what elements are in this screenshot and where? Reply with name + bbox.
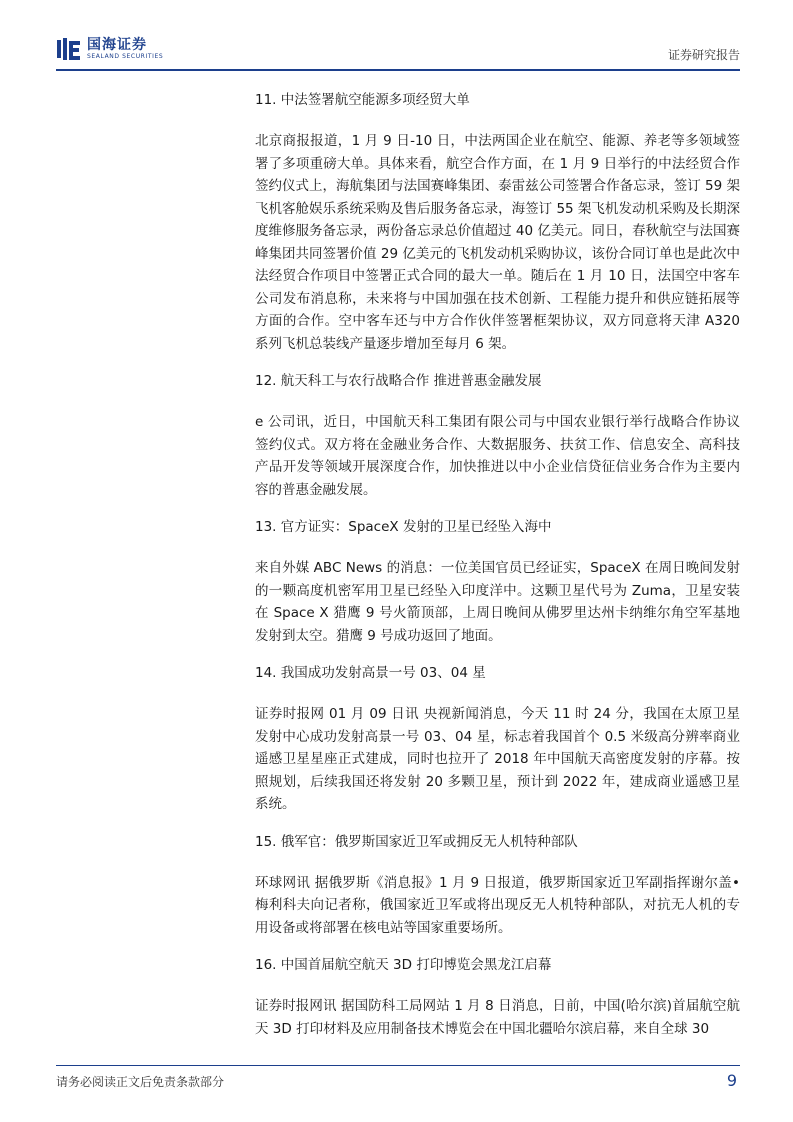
section-heading: 15. 俄军官：俄罗斯国家近卫军或拥反无人机特种部队: [255, 833, 578, 850]
section-body: 北京商报报道，1 月 9 日-10 日，中法两国企业在航空、能源、养老等多领域签署了多项重磅大单。具体来看，航空合作方面，在 1 月 9 日举行的中法经贸合作签约仪式上，海航集团与法国赛峰集团、泰雷兹公司签署合作备忘录，签订 59 架飞机客舱娱乐系统采购及售后服务备忘录，海签订 55 架飞机发动机采购及长期深度维修服务备忘录，两份备忘录总价值超过 40 亿美元。同日，春秋航空与法国赛峰集团共同签署价值 29 亿美元的飞机发动机采购协议，该份合同订单也是此次中法经贸合作项目中签署正式合同的最大一单。随后在 1 月 10 日，法国空中客车公司发布消息称，未来将与中国加强在技术创新、工程能力提升和供应链拓展等方面的合作。空中客车还与中方合作伙伴签署框架协议，双方同意将天津 A320 系列飞机总装线产量逐步增加至每月 6 架。: [255, 133, 740, 352]
section-body: 来自外媒 ABC News 的消息：一位美国官员已经证实，SpaceX 在周日晚间发射的一颗高度机密军用卫星已经坠入印度洋中。这颗卫星代号为 Zuma，卫星安装在 Space X 猎鹰 9 号火箭顶部，上周日晚间从佛罗里达州卡纳维尔角空军基地发射到太空。猎鹰 9 号成功返回了地面。: [255, 560, 740, 644]
footer-divider: [56, 1065, 740, 1066]
sealand-logo-icon: [56, 37, 82, 61]
section-body: 环球网讯 据俄罗斯《消息报》1 月 9 日报道，俄罗斯国家近卫军副指挥谢尔盖•梅利科夫向记者称，俄国家近卫军或将出现反无人机特种部队，对抗无人机的专用设备或将部署在核电站等国家重要场所。: [255, 874, 740, 936]
section-heading: 11. 中法签署航空能源多项经贸大单: [255, 92, 470, 108]
section-heading: 13. 官方证实：SpaceX 发射的卫星已经坠入海中: [255, 519, 552, 535]
page-number: 9: [726, 1071, 737, 1090]
section-body: e 公司讯，近日，中国航天科工集团有限公司与中国农业银行举行战略合作协议签约仪式。双方将在金融业务合作、大数据服务、扶贫工作、信息安全、高科技产品开发等领域开展深度合作，加快推进以中小企业信贷征信业务合作为主要内容的普惠金融发展。: [255, 414, 740, 498]
disclaimer-note: 请务必阅读正文后免责条款部分: [56, 1075, 225, 1089]
news-item-14: [255, 663, 740, 816]
logo-chinese-name: 国海证券: [87, 37, 147, 53]
sealand-logo: [56, 34, 163, 64]
header-divider: [56, 69, 740, 71]
news-item-16: [255, 955, 740, 1040]
logo-english-name: SEALAND SECURITIES: [87, 53, 164, 60]
report-content: [255, 90, 740, 1040]
section-heading: 14. 我国成功发射高景一号 03、04 星: [255, 665, 486, 681]
section-heading: 12. 航天科工与农行战略合作 推进普惠金融发展: [255, 373, 542, 389]
report-type-label: 证券研究报告: [667, 48, 740, 62]
page-header: [56, 30, 740, 68]
news-item-11: [255, 90, 740, 355]
news-item-12: [255, 371, 740, 501]
news-item-13: [255, 517, 740, 647]
section-heading: 16. 中国首届航空航天 3D 打印博览会黑龙江启幕: [255, 957, 552, 973]
section-body: 证券时报网 01 月 09 日讯 央视新闻消息，今天 11 时 24 分，我国在太原卫星发射中心成功发射高景一号 03、04 星，标志着我国首个 0.5 米级高分辨率商业遥感卫星星座正式建成，同时也拉开了 2018 年中国航天高密度发射的序幕。按照规划，后续我国还将发射 20 多颗卫星，预计到 2022 年，建成商业遥感卫星系统。: [255, 706, 740, 812]
section-body: 证券时报网讯 据国防科工局网站 1 月 8 日消息，日前，中国(哈尔滨)首届航空航天 3D 打印材料及应用制备技术博览会在中国北疆哈尔滨启幕，来自全球 30: [255, 998, 740, 1037]
news-item-15: [255, 832, 740, 940]
